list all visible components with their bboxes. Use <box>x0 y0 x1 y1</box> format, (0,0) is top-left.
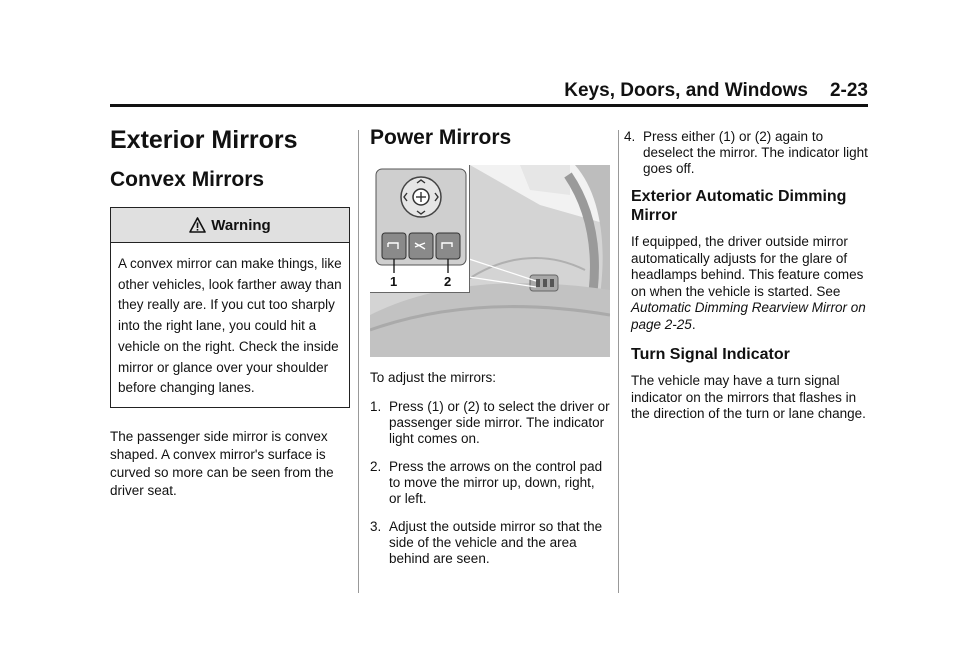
cross-reference-link[interactable]: Automatic Dimming Rearview Mirror on page 2-25 <box>631 300 866 332</box>
turn-signal-paragraph: The vehicle may have a turn signal indicator on the mirrors that flashes in the direction of the turn or lane change. <box>631 373 866 421</box>
steps-list-continued <box>624 129 870 177</box>
subsection-heading: Convex Mirrors <box>110 168 265 191</box>
column-1 <box>110 125 350 500</box>
dimming-paragraph: If equipped, the driver outside mirror automatically adjusts for the glare of headlamps behind. This feature comes on when the vehicle is started. See Automatic Dimming Rearview Mirror on page 2-25. <box>631 234 866 332</box>
section-heading: Exterior Mirrors <box>110 126 298 154</box>
section-title: Keys, Doors, and Windows <box>564 80 808 101</box>
column-divider <box>358 130 359 593</box>
warning-label: Warning <box>211 216 271 234</box>
step-item: 1. Press (1) or (2) to select the driver or passenger side mirror. The indicator light comes on. <box>370 399 610 446</box>
control-inset <box>370 165 470 293</box>
warning-text: A convex mirror can make things, like other vehicles, look farther away than they really are. If you cut too sharply into the right lane, you could hit a vehicle on the right. Check the inside mirror or glance over your shoulder before changing lanes. <box>118 256 342 396</box>
column-2 <box>370 125 610 567</box>
warning-box <box>110 207 350 408</box>
warning-header <box>111 208 349 243</box>
step-item: 4. Press either (1) or (2) again to deselect the mirror. The indicator light goes off. <box>624 129 868 176</box>
body-paragraph: The passenger side mirror is convex shaped. A convex mirror's surface is curved so more can be seen from the driver seat. <box>110 428 334 498</box>
turn-signal-heading: Turn Signal Indicator <box>631 346 790 363</box>
callout-2: 2 <box>444 274 452 289</box>
intro-text: To adjust the mirrors: <box>370 370 497 385</box>
steps-list <box>370 399 610 567</box>
mirror-control-figure <box>370 165 610 357</box>
column-3 <box>618 125 870 423</box>
page-number: 2-23 <box>829 80 868 101</box>
section-heading: Power Mirrors <box>370 126 512 149</box>
dimming-heading: Exterior Automatic Dimming Mirror <box>631 188 847 224</box>
page-header <box>110 0 868 107</box>
step-item: 2. Press the arrows on the control pad to move the mirror up, down, right, or left. <box>370 459 603 506</box>
callout-1: 1 <box>390 274 398 289</box>
running-header <box>564 80 868 102</box>
step-item: 3. Adjust the outside mirror so that the side of the vehicle and the area behind are seen. <box>370 519 603 566</box>
warning-triangle-icon <box>189 217 206 233</box>
mirror-switch-illustration <box>370 165 469 292</box>
